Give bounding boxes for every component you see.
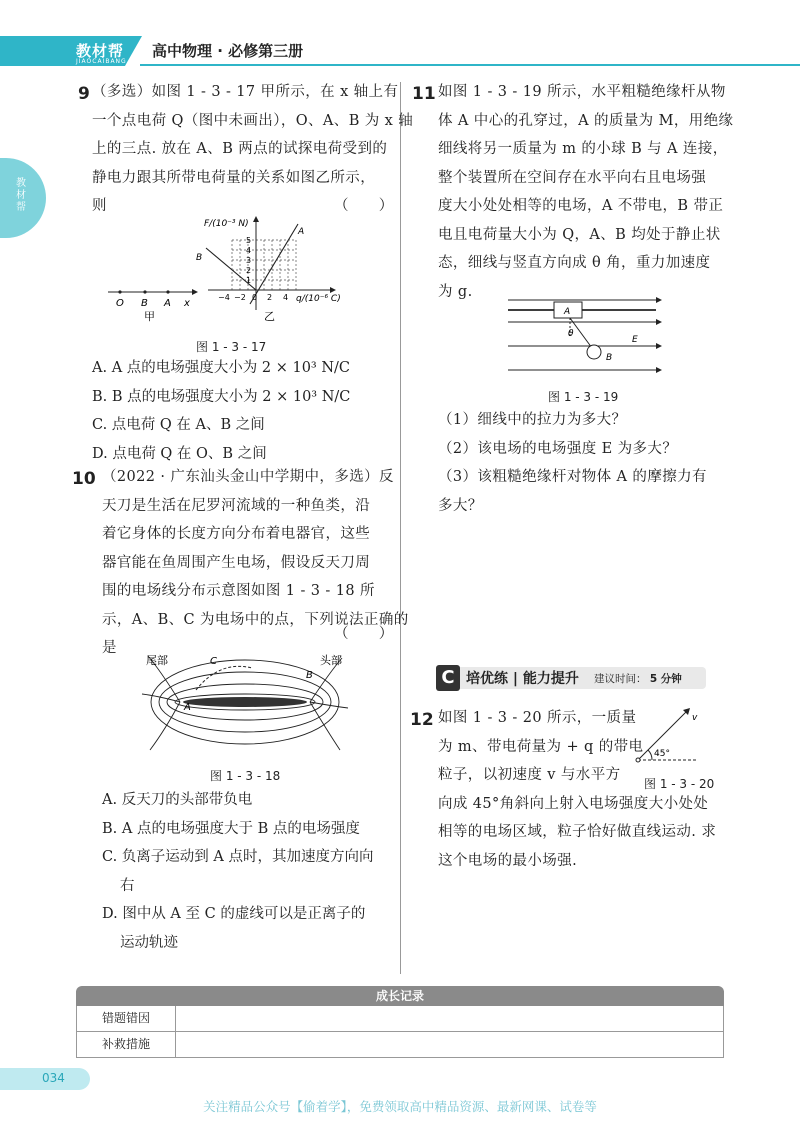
q11-figure xyxy=(508,296,668,376)
q9-line: 一个点电荷 Q（图中未画出），O、A、B 为 x 轴 xyxy=(92,112,414,129)
footer-note: 关注精品公众号【偷着学】，免费领取高中精品资源、最新网课、试卷等 xyxy=(203,1099,597,1114)
q9-point-B: B xyxy=(141,298,148,309)
section-c-badge: C xyxy=(436,665,460,691)
q11-line: 电且电荷量大小为 Q，A、B 均处于静止状 xyxy=(438,226,721,243)
q9-figure-caption: 图 1 - 3 - 17 xyxy=(196,340,267,354)
q9-answer-bracket: （ ） xyxy=(334,198,394,214)
q9-line: （多选）如图 1 - 3 - 17 甲所示，在 x 轴上有 xyxy=(92,84,399,100)
q10-option-c-cont: 右 xyxy=(120,877,135,894)
q9-xlabel: q/(10⁻⁶ C) xyxy=(296,294,341,304)
q10-point-C: C xyxy=(210,656,217,667)
q10-head-label: 头部 xyxy=(320,654,342,667)
q10-line: 是 xyxy=(102,640,117,656)
q10-option-d-cont: 运动轨迹 xyxy=(120,934,178,951)
q11-field-E: E xyxy=(632,335,638,345)
q9-option-c[interactable]: C. 点电荷 Q 在 A、B 之间 xyxy=(92,417,265,433)
q9-point-A: A xyxy=(164,298,171,309)
q12-line: 相等的电场区域，粒子恰好做直线运动. 求 xyxy=(438,824,717,840)
q10-line: 着它身体的长度方向分布着电器官，这些 xyxy=(102,526,371,542)
q11-sub-3: （3）该粗糙绝缘杆对物体 A 的摩擦力有 xyxy=(438,469,707,485)
q11-sub-1: （1）细线中的拉力为多大？ xyxy=(438,412,627,428)
q9-xtick: 2 xyxy=(267,293,273,302)
q9-axis-x: x xyxy=(184,298,190,309)
q9-line-B: B xyxy=(196,253,203,263)
q9-label-jia: 甲 xyxy=(144,310,155,323)
q9-xtick: 0 xyxy=(252,293,258,302)
q9-ytick: 3 xyxy=(246,256,252,265)
section-c-time-label: 建议时间： xyxy=(594,673,647,685)
q9-xtick: 4 xyxy=(283,293,289,302)
q10-option-a[interactable]: A. 反天刀的头部带负电 xyxy=(102,792,253,808)
q9-line: 静电力跟其所带电荷量的关系如图乙所示， xyxy=(92,169,376,186)
q10-point-A: A xyxy=(184,702,191,713)
growth-row-error-cause xyxy=(76,1006,724,1032)
q10-tail-label: 尾部 xyxy=(146,654,168,667)
q9-xtick: −2 xyxy=(234,293,246,302)
brand-logo-text: 教材帮 xyxy=(76,42,125,60)
q12-line: 粒子，以初速度 v 与水平方 xyxy=(438,767,621,783)
q11-sub-2: （2）该电场的电场强度 E 为多大？ xyxy=(438,440,678,457)
q11-line: 态，细线与竖直方向成 θ 角，重力加速度 xyxy=(438,255,711,271)
q9-label-yi: 乙 xyxy=(264,310,275,323)
q9-xtick: −4 xyxy=(218,293,230,302)
q11-number: 11 xyxy=(412,84,436,104)
q9-ytick: 4 xyxy=(246,246,252,255)
q9-figure xyxy=(100,214,370,326)
q10-figure-caption: 图 1 - 3 - 18 xyxy=(210,769,281,783)
side-tab-label: 教材帮 xyxy=(16,178,26,213)
q11-ball-B: B xyxy=(606,353,613,363)
growth-row-remedy xyxy=(76,1032,724,1058)
q10-option-c[interactable]: C. 负离子运动到 A 点时，其加速度方向向 xyxy=(102,849,374,865)
q12-figure-caption: 图 1 - 3 - 20 xyxy=(644,777,715,791)
q12-line: 如图 1 - 3 - 20 所示，一质量 xyxy=(438,710,637,726)
growth-record-title: 成长记录 xyxy=(76,986,724,1006)
q9-ytick: 5 xyxy=(246,236,252,245)
q11-line: 如图 1 - 3 - 19 所示，水平粗糙绝缘杆从物 xyxy=(438,84,726,100)
q12-velocity-v: v xyxy=(692,713,698,723)
q12-figure xyxy=(634,704,714,764)
q11-stem xyxy=(438,78,733,306)
q10-figure xyxy=(140,650,350,760)
q10-line: 示，A、B、C 为电场中的点，下列说法正确的 xyxy=(102,611,409,628)
growth-row-label: 补救措施 xyxy=(77,1032,176,1057)
q10-options xyxy=(102,786,373,957)
q10-line: 围的电场线分布示意图如图 1 - 3 - 18 所 xyxy=(102,583,375,599)
q10-point-B: B xyxy=(306,670,313,681)
growth-row-field[interactable] xyxy=(176,1006,723,1031)
q11-block-A: A xyxy=(564,307,571,317)
q12-line: 这个电场的最小场强. xyxy=(438,852,578,869)
q10-line: 天刀是生活在尼罗河流域的一种鱼类，沿 xyxy=(102,497,371,514)
q9-ytick: 1 xyxy=(246,276,252,285)
section-c-time-value: 5 分钟 xyxy=(649,673,682,685)
q11-angle-theta: θ xyxy=(568,329,574,339)
growth-row-label: 错题错因 xyxy=(77,1006,176,1031)
q11-line: 为 g. xyxy=(438,283,473,300)
q11-line: 体 A 中心的孔穿过，A 的质量为 M，用绝缘 xyxy=(438,112,734,129)
q12-line: 为 m、带电荷量为 + q 的带电 xyxy=(438,738,644,755)
q9-line-A: A xyxy=(298,227,305,237)
q10-option-b[interactable]: B. A 点的电场强度大于 B 点的电场强度 xyxy=(102,820,360,837)
header-rule xyxy=(140,64,800,66)
q10-line: （2022 · 广东汕头金山中学期中，多选）反 xyxy=(102,469,394,485)
q9-options xyxy=(92,354,350,468)
section-c-title: 培优练 | 能力提升 xyxy=(466,671,579,687)
q9-number: 9 xyxy=(78,84,90,104)
q9-option-b[interactable]: B. B 点的电场强度大小为 2 × 10³ N/C xyxy=(92,388,351,405)
q9-ylabel: F/(10⁻³ N) xyxy=(204,219,249,229)
q12-angle-45: 45° xyxy=(654,749,670,759)
q11-line: 整个装置所在空间存在水平向右且电场强 xyxy=(438,169,707,186)
q11-line: 度大小处处相等的电场，A 不带电，B 带正 xyxy=(438,198,724,214)
growth-row-field[interactable] xyxy=(176,1032,723,1057)
section-c-time xyxy=(594,671,682,686)
q10-option-d[interactable]: D. 图中从 A 至 C 的虚线可以是正离子的 xyxy=(102,906,366,922)
q9-ytick: 2 xyxy=(246,266,252,275)
q9-point-O: O xyxy=(116,298,124,309)
q12-line: 向成 45°角斜向上射入电场强度大小处处 xyxy=(438,795,709,812)
q11-sub-3-cont: 多大？ xyxy=(438,497,483,514)
q12-number: 12 xyxy=(410,710,434,730)
q10-answer-bracket: （ ） xyxy=(334,626,394,642)
q11-subquestions xyxy=(438,406,707,520)
book-title: 高中物理 · 必修第三册 xyxy=(152,42,304,60)
q11-figure-caption: 图 1 - 3 - 19 xyxy=(548,390,619,404)
q9-option-a[interactable]: A. A 点的电场强度大小为 2 × 10³ N/C xyxy=(92,360,351,376)
brand-logo-subtext: JIAOCAIBANG xyxy=(76,58,127,65)
q10-line: 器官能在鱼周围产生电场，假设反天刀周 xyxy=(102,554,371,571)
q11-line: 细线将另一质量为 m 的小球 B 与 A 连接， xyxy=(438,141,728,157)
growth-record-table xyxy=(76,986,724,1058)
q9-line: 上的三点. 放在 A、B 两点的试探电荷受到的 xyxy=(92,141,388,157)
q9-option-d[interactable]: D. 点电荷 Q 在 O、B 之间 xyxy=(92,445,267,462)
q10-number: 10 xyxy=(72,469,96,489)
page-number: 034 xyxy=(42,1071,65,1085)
q9-line: 则 xyxy=(92,198,107,214)
